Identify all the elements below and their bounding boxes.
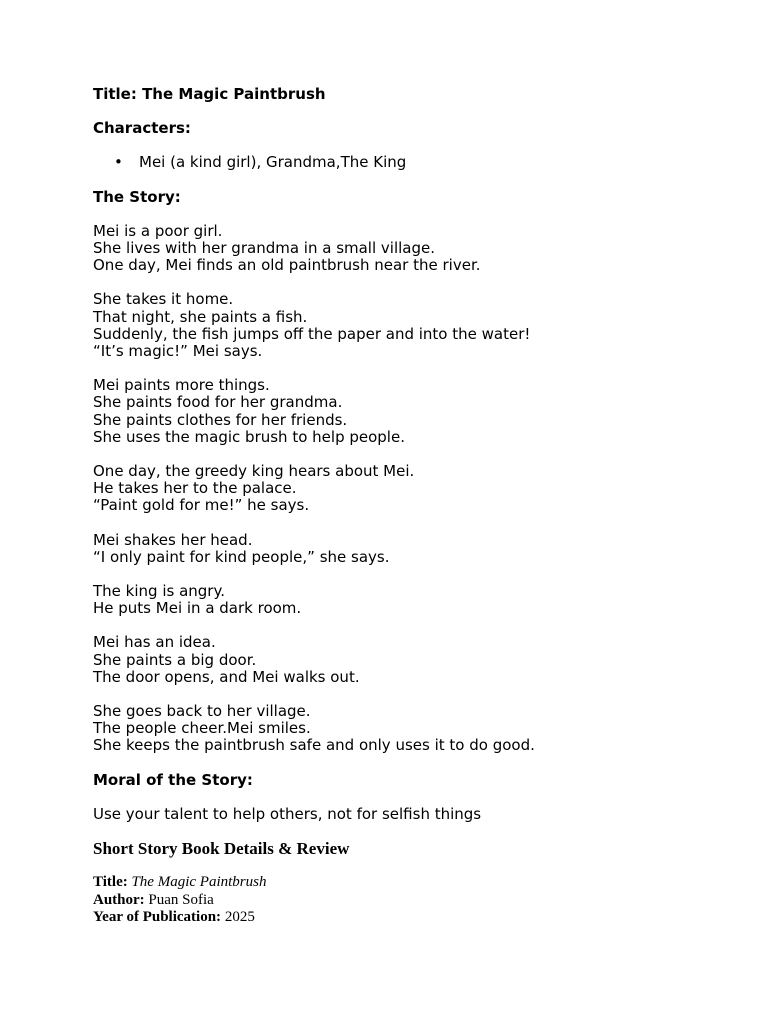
story-line: One day, the greedy king hears about Mei. [93,462,415,481]
story-paragraph [93,377,733,446]
story-paragraph [93,223,733,275]
story-line: She paints clothes for her friends. [93,410,348,429]
book-year-row [93,909,733,927]
story-line: Mei is a poor girl. [93,221,223,240]
story-line: One day, Mei finds an old paintbrush near the river. [93,256,481,275]
story-line: She lives with her grandma in a small village. [93,239,436,258]
book-author-label: Author: [93,891,145,908]
story-line: She paints a big door. [93,650,257,669]
story-line: She takes it home. [93,290,234,309]
characters-heading: Characters: [93,119,191,138]
characters-list-item: • Mei (a kind girl), Grandma,The King [93,154,733,171]
moral-text: Use your talent to help others, not for selfish things [93,804,482,823]
story-line: The door opens, and Mei walks out. [93,667,360,686]
document-title: Title: The Magic Paintbrush [93,85,326,103]
story-line: She uses the magic brush to help people. [93,427,405,446]
story-line: She paints food for her grandma. [93,393,343,412]
story-line: Mei shakes her head. [93,530,253,549]
story-body [93,223,733,755]
story-line: He takes her to the palace. [93,479,297,498]
story-line: Mei has an idea. [93,633,216,652]
story-paragraph [93,291,733,360]
story-paragraph [93,583,733,617]
story-line: “I only paint for kind people,” she says. [93,547,390,566]
book-title-value: The Magic Paintbrush [131,874,267,891]
story-line: “Paint gold for me!” he says. [93,496,310,515]
book-author-value: Puan Sofia [148,891,214,908]
book-title-label: Title: [93,874,128,891]
story-heading: The Story: [93,187,181,206]
review-heading: Short Story Book Details & Review [93,839,350,859]
story-line: “It’s magic!” Mei says. [93,342,263,361]
story-paragraph [93,463,733,515]
book-year-value: 2025 [224,909,255,926]
story-line: That night, she paints a fish. [93,307,308,326]
story-line: Suddenly, the fish jumps off the paper and into the water! [93,324,531,343]
story-paragraph [93,532,733,566]
moral-heading: Moral of the Story: [93,770,253,789]
story-paragraph [93,703,733,755]
story-line: The people cheer.Mei smiles. [93,719,311,738]
book-title-row [93,874,733,892]
document-page [93,86,733,927]
book-year-label: Year of Publication: [93,909,222,926]
story-paragraph [93,634,733,686]
book-author-row [93,892,733,910]
story-line: She goes back to her village. [93,702,311,721]
story-line: The king is angry. [93,582,225,601]
characters-list [93,154,733,171]
story-line: He puts Mei in a dark room. [93,599,302,618]
book-details [93,874,733,927]
story-line: Mei paints more things. [93,376,270,395]
story-line: She keeps the paintbrush safe and only uses it to do good. [93,736,535,755]
